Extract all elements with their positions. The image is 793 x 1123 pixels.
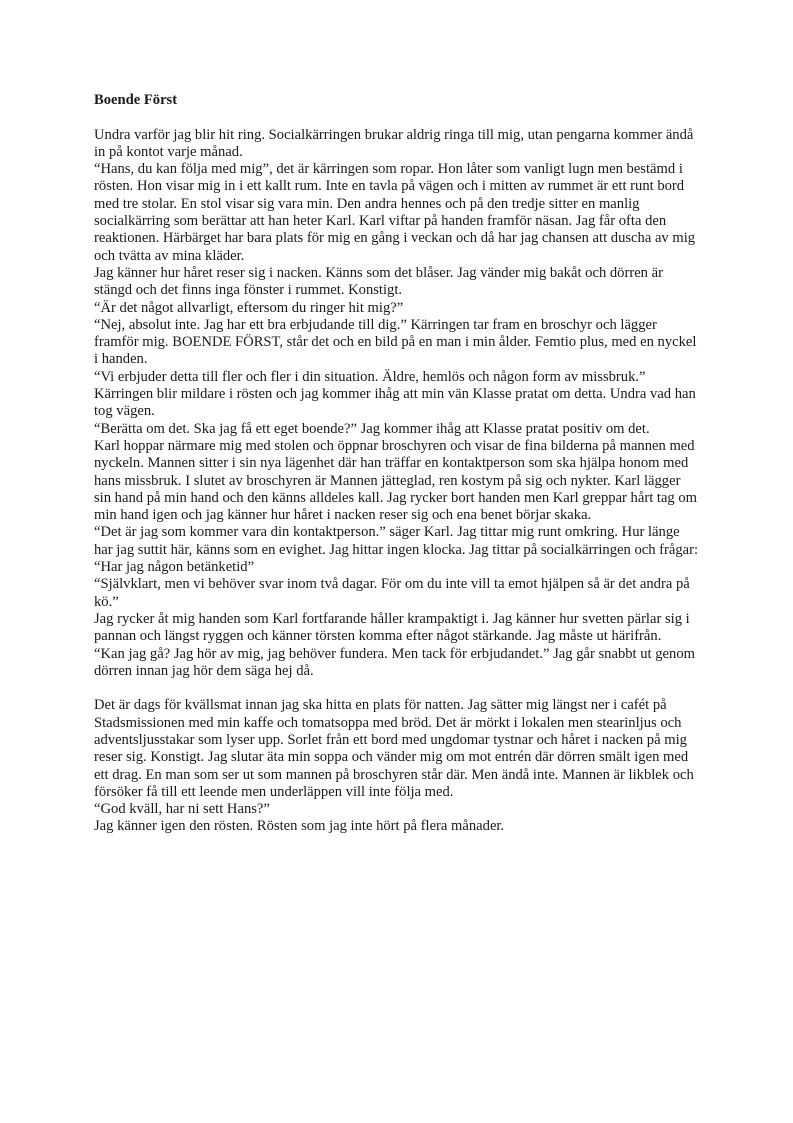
paragraph: “Kan jag gå? Jag hör av mig, jag behöver fundera. Men tack för erbjudandet.” Jag går snabbt ut genom dörren innan jag hör dem säga hej då. <box>94 645 695 679</box>
paragraph: “Har jag någon betänketid” <box>94 559 255 576</box>
paragraph: Karl hoppar närmare mig med stolen och öppnar broschyren och visar de fina bilderna på mannen med nyckeln. Mannen sitter i sin nya lägenhet där han träffar en kontaktperson som ska hjälpa honom med hans missbruk. I slutet av broschyren är Mannen jätteglad, ren kostym på sig och nykter. Karl lägger sin hand på min hand och den känns alldeles kall. Jag rycker bort handen men Karl greppar hårt tag om min hand igen och jag känner hur håret i nacken reser sig och ena benet börjar skaka. <box>94 437 698 524</box>
paragraph: Undra varför jag blir hit ring. Socialkärringen brukar aldrig ringa till mig, utan pengarna kommer ändå in på kontot varje månad. <box>94 126 694 160</box>
paragraph: “Det är jag som kommer vara din kontaktperson.” säger Karl. Jag tittar mig runt omkring. Hur länge har jag suttit här, känns som en evighet. Jag hittar ingen klocka. Jag tittar på socialkärringen och frågar: <box>94 524 699 558</box>
section-1 <box>94 127 700 681</box>
section-2 <box>94 697 700 835</box>
paragraph: “Vi erbjuder detta till fler och fler i din situation. Äldre, hemlös och någon form av missbruk.” Kärringen blir mildare i rösten och jag kommer ihåg att min vän Klasse pratat om detta. Undra vad han tog vägen. <box>94 368 696 420</box>
document-title: Boende Först <box>94 92 178 108</box>
paragraph: “Är det något allvarligt, eftersom du ringer hit mig?” <box>94 299 404 316</box>
paragraph: Jag känner igen den rösten. Rösten som jag inte hört på flera månader. <box>94 818 505 835</box>
section-gap <box>94 680 700 697</box>
paragraph: “Nej, absolut inte. Jag har ett bra erbjudande till dig.” Kärringen tar fram en broschyr och lägger framför mig. BOENDE FÖRST, står det och en bild på en man i min ålder. Femtio plus, med en nyckel i handen. <box>94 316 697 368</box>
paragraph: “Hans, du kan följa med mig”, det är kärringen som ropar. Hon låter som vanligt lugn men bestämd i rösten. Hon visar mig in i ett kallt rum. Inte en tavla på vägen och i mitten av rummet är ett runt bord med tre stolar. En stol visar sig vara min. Den andra hennes och på den tredje sitter en manlig socialkärring som berättar att han heter Karl. Karl viftar på handen framför näsan. Jag får ofta den reaktionen. Härbärget har bara plats för mig en gång i veckan och då har jag chansen att duscha av mig och tvätta av mina kläder. <box>94 161 696 264</box>
document-body <box>94 92 700 836</box>
paragraph: “Berätta om det. Ska jag få ett eget boende?” Jag kommer ihåg att Klasse pratat positiv om det. <box>94 420 650 437</box>
paragraph: Jag känner hur håret reser sig i nacken. Känns som det blåser. Jag vänder mig bakåt och dörren är stängd och det finns inga fönster i rummet. Konstigt. <box>94 264 663 299</box>
paragraph: Det är dags för kvällsmat innan jag ska hitta en plats för natten. Jag sätter mig längst ner i cafét på Stadsmissionen med min kaffe och tomatsoppa med bröd. Det är mörkt i lokalen men stearinljus och adventsljusstakar som lyser upp. Sorlet från ett bord med ungdomar tystnar och håret i nacken på mig reser sig. Konstigt. Jag slutar äta min soppa och vänder mig om mot entrén där dörren smält igen med ett drag. En man som ser ut som mannen på broschyren står där. Men ändå inte. Mannen är likblek och försöker få till ett leende men underläppen vill inte följa med. <box>94 697 694 800</box>
paragraph: “Självklart, men vi behöver svar inom två dagar. För om du inte vill ta emot hjälpen så är det andra på kö.” <box>94 576 690 610</box>
paragraph: Jag rycker åt mig handen som Karl fortfarande håller krampaktigt i. Jag känner hur svetten pärlar sig i pannan och längst ryggen och känner törsten komma efter något stärkande. Jag måste ut härifrån. <box>94 610 690 645</box>
paragraph: “God kväll, har ni sett Hans?” <box>94 801 270 818</box>
